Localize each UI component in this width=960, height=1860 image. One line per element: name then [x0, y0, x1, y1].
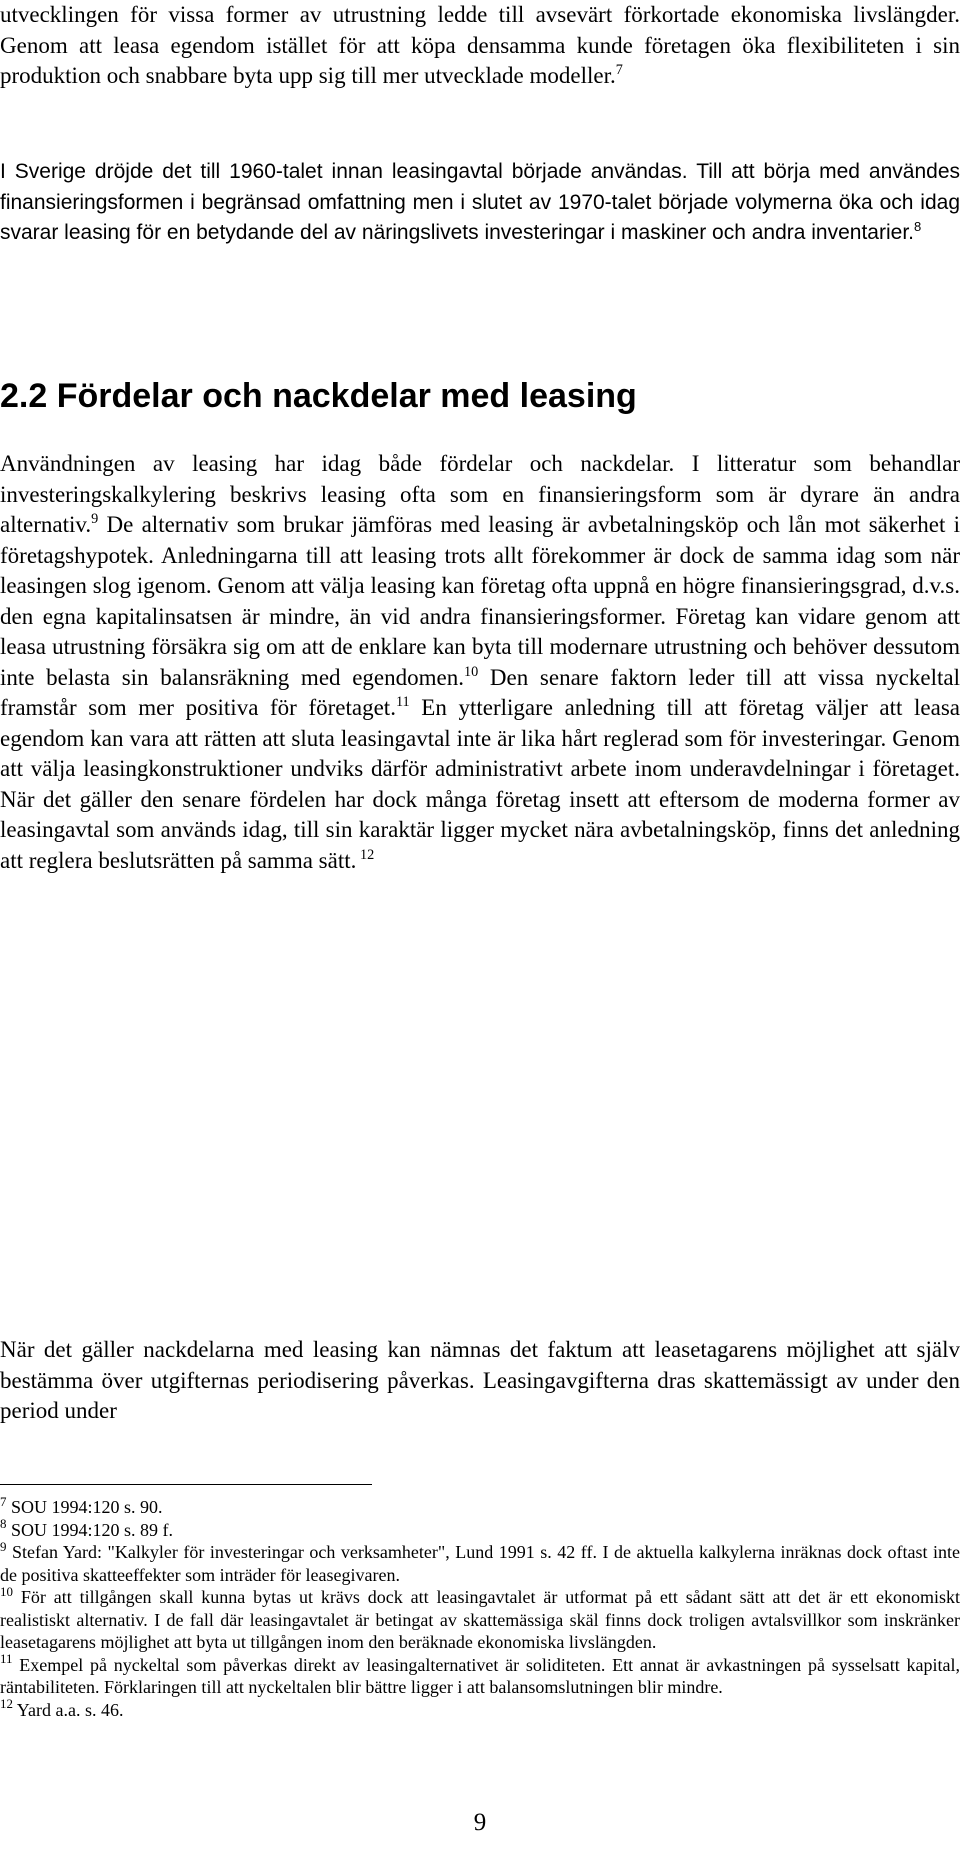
footnote-11 [0, 1651, 960, 1699]
footnote-reference: 7 [615, 62, 623, 79]
footnote-8 [0, 1516, 960, 1542]
footnotes [0, 1493, 960, 1721]
footnote-number: 9 [0, 1538, 7, 1554]
footnote-10 [0, 1583, 960, 1654]
section-heading: 2.2 Fördelar och nackdelar med leasing [0, 377, 637, 415]
footnote-number: 11 [0, 1651, 13, 1667]
footnote-7 [0, 1493, 960, 1519]
page-number: 9 [473, 1809, 487, 1836]
footnote-separator [0, 1484, 372, 1485]
paragraph-sweden-history [0, 157, 960, 249]
footnote-text: SOU 1994:120 s. 89 f. [6, 1519, 173, 1540]
footnote-number: 12 [0, 1696, 13, 1712]
footnote-text: Stefan Yard: "Kalkyler för investeringar och verksamheter", Lund 1991 s. 42 ff. I de aktuella kalkylerna inräknas dock oftast inte de positiva skatteeffekter som inträder för leasegivaren. [0, 1542, 960, 1585]
footnote-9 [0, 1538, 960, 1586]
footnote-reference: 10 [463, 663, 479, 680]
paragraph-text: I Sverige dröjde det till 1960-talet innan leasingavtal började användas. [0, 160, 688, 183]
footnote-12 [0, 1696, 960, 1722]
paragraph-intro [0, 0, 960, 92]
paragraph-text: utvecklingen för vissa former av utrustning ledde till avsevärt förkortade ekonomiska livslängder. Genom att leasa egendom istället för att köpa densamma kunde företagen öka flexibiliteten i sin produktion och snabbare byta upp sig till mer utvecklade modeller. [0, 2, 960, 88]
paragraph-text: En ytterligare anledning till att företag väljer att leasa egendom kan vara att rätten att sluta leasingavtal inte är lika hårt reglerad som för investeringar. Genom att välja leasingkonstruktioner undviks därför administrativt arbete inom underavdelningar i företaget. När det gäller den senare fördelen har dock många företag insett att eftersom de moderna former av leasingavtal som används idag, till sin karaktär ligger mycket nära avbetalningsköp, finns det anledning att reglera beslutsrätten på samma sätt. [0, 695, 960, 873]
paragraph-text: Till att börja med användes finansieringsformen i begränsad omfattning men i slutet av 1970-talet började volymerna öka och idag svarar leasing för en betydande del av näringslivets investeringar i maskiner och andra inventarier. [0, 160, 960, 244]
paragraph-text: Användningen av leasing har idag både fördelar och nackdelar. I litteratur som behandlar investeringskalkylering beskrivs leasing ofta som en finansieringsform som är dyrare än andra alternativ. [0, 451, 960, 537]
paragraph-text: De alternativ som brukar jämföras med leasing är avbetalningsköp och lån mot säkerhet i företagshypotek. Anledningarna till att leasing trots allt förekommer är dock de samma idag som när leasingen slog igenom. Genom att välja leasing kan företag ofta uppnå en högre finansieringsgrad, d.v.s. den egna kapitalinsatsen är mindre, än vid andra finansieringsformer. Företag kan vidare genom att leasa utrustning försäkra sig om att de enklare kan byta till modernare utrustning och behöver dessutom inte belasta sin balansräkning med egendomen. [0, 512, 960, 690]
footnote-number: 7 [0, 1493, 7, 1509]
footnote-text: SOU 1994:120 s. 90. [6, 1497, 163, 1517]
paragraph-text: Den senare faktorn leder till att vissa nyckeltal framstår som mer positiva för företaget. [0, 664, 960, 720]
footnote-reference: 12 [356, 846, 375, 863]
footnote-number: 8 [0, 1516, 7, 1532]
paragraph-advantages [0, 449, 960, 876]
paragraph-text: När det gäller nackdelarna med leasing kan nämnas det faktum att leasetagarens möjlighet att själv bestämma över utgifternas periodisering påverkas. Leasingavgifterna dras skattemässigt av under den period under [0, 1337, 960, 1423]
footnote-number: 10 [0, 1583, 13, 1599]
footnote-reference: 8 [914, 218, 922, 234]
footnote-text: För att tillgången skall kunna bytas ut krävs dock att leasingavtalet är utformat på ett sådant sätt att det är ett ekonomiskt realistiskt alternativ. I de fall där leasingavtalet är betingat av skattemässiga skäl finns dock troligen avtalsvillkor som inskränker leasetagarens möjlighet att byta ut tillgången inom den beräknade ekonomiska livslängden. [0, 1587, 960, 1652]
footnote-text: Yard a.a. s. 46. [12, 1699, 124, 1720]
paragraph-disadvantages [0, 1335, 960, 1427]
footnote-reference: 11 [395, 694, 410, 711]
footnote-reference: 9 [91, 511, 99, 528]
footnote-text: Exempel på nyckeltal som påverkas direkt av leasingalternativet är soliditeten. Ett annat är avkastningen på sysselsatt kapital, räntabiliteten. Förklaringen till att nyckeltalen blir bättre ligger i att balansomslutningen blir mindre. [0, 1654, 960, 1697]
